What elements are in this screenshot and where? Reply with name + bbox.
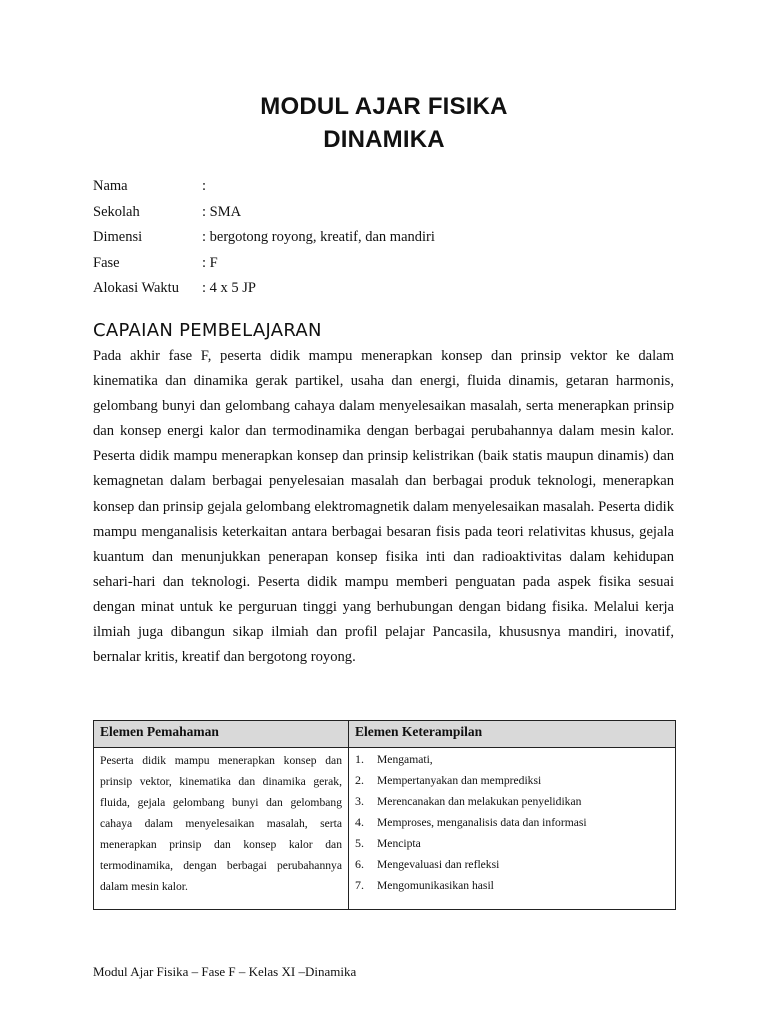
list-number: 2. bbox=[355, 773, 364, 787]
meta-label: Alokasi Waktu bbox=[93, 280, 179, 296]
list-item bbox=[355, 770, 669, 791]
keterampilan-cell bbox=[349, 748, 676, 910]
list-number: 1. bbox=[355, 752, 364, 766]
list-text: Mempertanyakan dan memprediksi bbox=[377, 774, 542, 787]
meta-label: Sekolah bbox=[93, 203, 140, 220]
table-row bbox=[94, 748, 676, 910]
meta-value: : F bbox=[202, 254, 218, 271]
list-number: 6. bbox=[355, 857, 364, 871]
list-item bbox=[355, 833, 669, 854]
list-text: Mengevaluasi dan refleksi bbox=[377, 858, 500, 871]
meta-value: : bbox=[202, 178, 207, 194]
list-text: Mencipta bbox=[377, 837, 421, 850]
list-number: 3. bbox=[355, 794, 364, 808]
list-item bbox=[355, 854, 669, 875]
meta-label: Fase bbox=[93, 254, 120, 271]
list-item bbox=[355, 875, 669, 896]
document-subtitle: DINAMIKA bbox=[323, 126, 445, 153]
meta-label: Nama bbox=[93, 178, 128, 194]
keterampilan-list bbox=[355, 749, 669, 896]
list-item bbox=[355, 791, 669, 812]
table-header-keterampilan: Elemen Keterampilan bbox=[349, 721, 676, 748]
list-text: Memproses, menganalisis data dan informasi bbox=[377, 816, 587, 829]
section-heading: CAPAIAN PEMBELAJARAN bbox=[93, 320, 322, 341]
meta-value: : bergotong royong, kreatif, dan mandiri bbox=[202, 229, 435, 245]
table-header-pemahaman: Elemen Pemahaman bbox=[94, 721, 349, 748]
list-number: 5. bbox=[355, 836, 364, 850]
list-text: Merencanakan dan melakukan penyelidikan bbox=[377, 795, 582, 808]
list-item bbox=[355, 749, 669, 770]
section-paragraph: Pada akhir fase F, peserta didik mampu menerapkan konsep dan prinsip vektor ke dalam kinematika dan dinamika gerak partikel, usaha dan energi, fluida dinamis, getaran harmonis, gelombang bunyi dan gelombang cahaya dalam menyelesaikan masalah, serta menerapkan prinsip dan konsep energi kalor dan termodinamika dengan berbagai perubahannya dalam mesin kalor. Peserta didik mampu menerapkan konsep dan prinsip kelistrikan (baik statis maupun dinamis) dan kemagnetan dalam berbagai penyelesaian masalah dan berbagai produk teknologi, menerapkan konsep dan prinsip gejala gelombang elektromagnetik dalam menyelesaikan masalah. Peserta didik mampu menganalisis keterkaitan antara berbagai besaran fisis pada teori relativitas khusus, gejala kuantum dan menunjukkan penerapan konsep fisika inti dan radioaktivitas dalam kehidupan sehari-hari dan teknologi. Peserta didik mampu memberi penguatan pada aspek fisika sesuai dengan minat untuk ke perguruan tinggi yang berhubungan dengan bidang fisika. Melalui kerja ilmiah juga dibangun sikap ilmiah dan profil pelajar Pancasila, khususnya mandiri, inovatif, bernalar kritis, kreatif dan bergotong royong. bbox=[93, 348, 674, 666]
list-item bbox=[355, 812, 669, 833]
list-number: 4. bbox=[355, 815, 364, 829]
page-footer: Modul Ajar Fisika – Fase F – Kelas XI –Dinamika bbox=[93, 964, 357, 979]
document-title: MODUL AJAR FISIKA bbox=[260, 93, 508, 120]
table-header-row bbox=[94, 721, 676, 748]
meta-value: : 4 x 5 JP bbox=[202, 280, 256, 296]
meta-label: Dimensi bbox=[93, 229, 143, 245]
elements-table bbox=[93, 720, 675, 910]
list-number: 7. bbox=[355, 878, 364, 892]
pemahaman-cell: Peserta didik mampu menerapkan konsep dan prinsip vektor, kinematika dan dinamika gerak, fluida, gejala gelombang bunyi dan gelombang cahaya dalam menyelesaikan masalah, serta menerapkan prinsip dan konsep kalor dan termodinamika, dengan berbagai perubahannya dalam mesin kalor. bbox=[94, 748, 349, 910]
list-text: Mengomunikasikan hasil bbox=[377, 879, 494, 892]
list-text: Mengamati, bbox=[377, 753, 433, 766]
meta-value: : SMA bbox=[202, 203, 242, 220]
